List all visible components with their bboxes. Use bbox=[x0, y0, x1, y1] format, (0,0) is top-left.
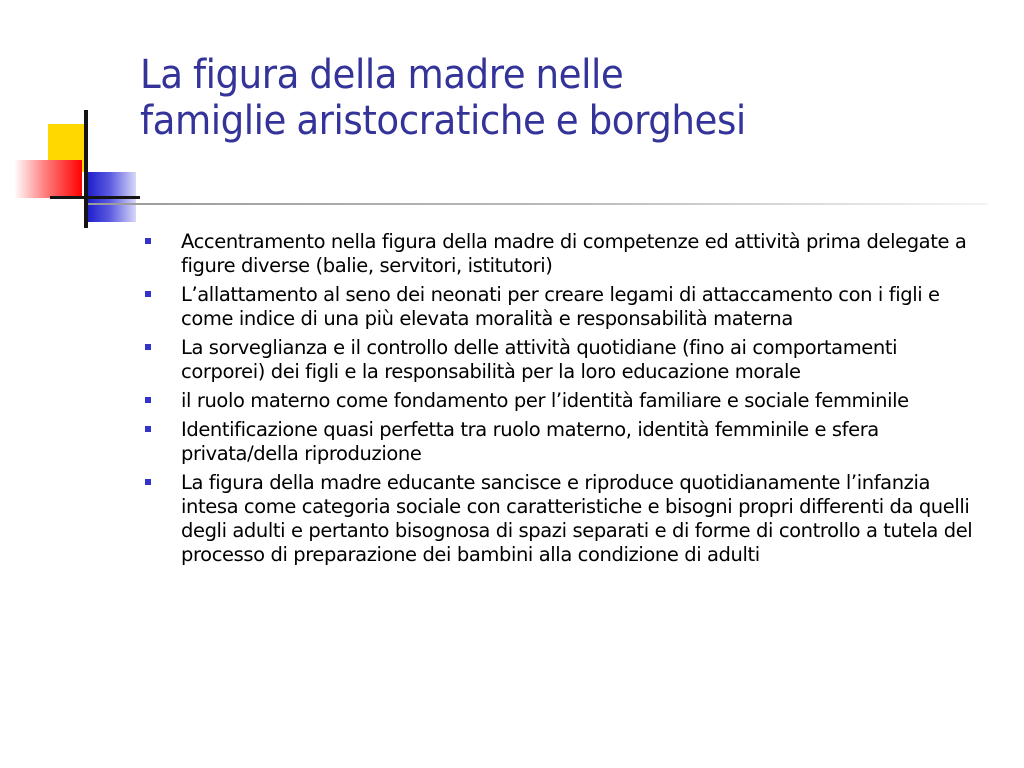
bullet-item bbox=[144, 471, 974, 567]
slide-title-line-2: famiglie aristocratiche e borghesi bbox=[140, 98, 746, 144]
square-bullet-icon bbox=[145, 479, 151, 485]
bullet-text: il ruolo materno come fondamento per l’identità familiare e sociale femminile bbox=[181, 389, 909, 412]
slide-title bbox=[140, 52, 940, 144]
square-bullet-icon bbox=[145, 238, 151, 244]
title-divider bbox=[88, 203, 988, 205]
square-bullet-icon bbox=[145, 397, 151, 403]
bullet-text: L’allattamento al seno dei neonati per creare legami di attaccamento con i figli e come indice di una più elevata moralità e responsabilità materna bbox=[181, 283, 940, 330]
bullet-text: La sorveglianza e il controllo delle attività quotidiane (fino ai comportamenti corporei) dei figli e la responsabilità per la loro educazione morale bbox=[181, 336, 898, 383]
square-bullet-icon bbox=[145, 344, 151, 350]
bullet-text: Identificazione quasi perfetta tra ruolo materno, identità femminile e sfera privata/della riproduzione bbox=[181, 418, 879, 465]
bullet-item bbox=[144, 389, 974, 413]
vertical-line-shape bbox=[84, 110, 88, 228]
horizontal-line-shape bbox=[50, 196, 140, 199]
bullet-item bbox=[144, 230, 974, 278]
bullet-item bbox=[144, 418, 974, 466]
bullet-text: La figura della madre educante sancisce e riproduce quotidianamente l’infanzia intesa come categoria sociale con caratteristiche e bisogni propri differenti da quelli degli adulti e pertanto bisognosa di spazi separati e di forme di controllo a tutela del processo di preparazione dei bambini alla condizione di adulti bbox=[181, 471, 973, 566]
bullet-item bbox=[144, 283, 974, 331]
bullet-item bbox=[144, 336, 974, 384]
square-bullet-icon bbox=[145, 426, 151, 432]
bullet-list bbox=[144, 230, 974, 572]
square-bullet-icon bbox=[145, 291, 151, 297]
slide-title-line-1: La figura della madre nelle bbox=[140, 52, 624, 98]
red-square-shape bbox=[14, 160, 82, 198]
bullet-text: Accentramento nella figura della madre di competenze ed attività prima delegate a figure diverse (balie, servitori, istitutori) bbox=[181, 230, 967, 277]
